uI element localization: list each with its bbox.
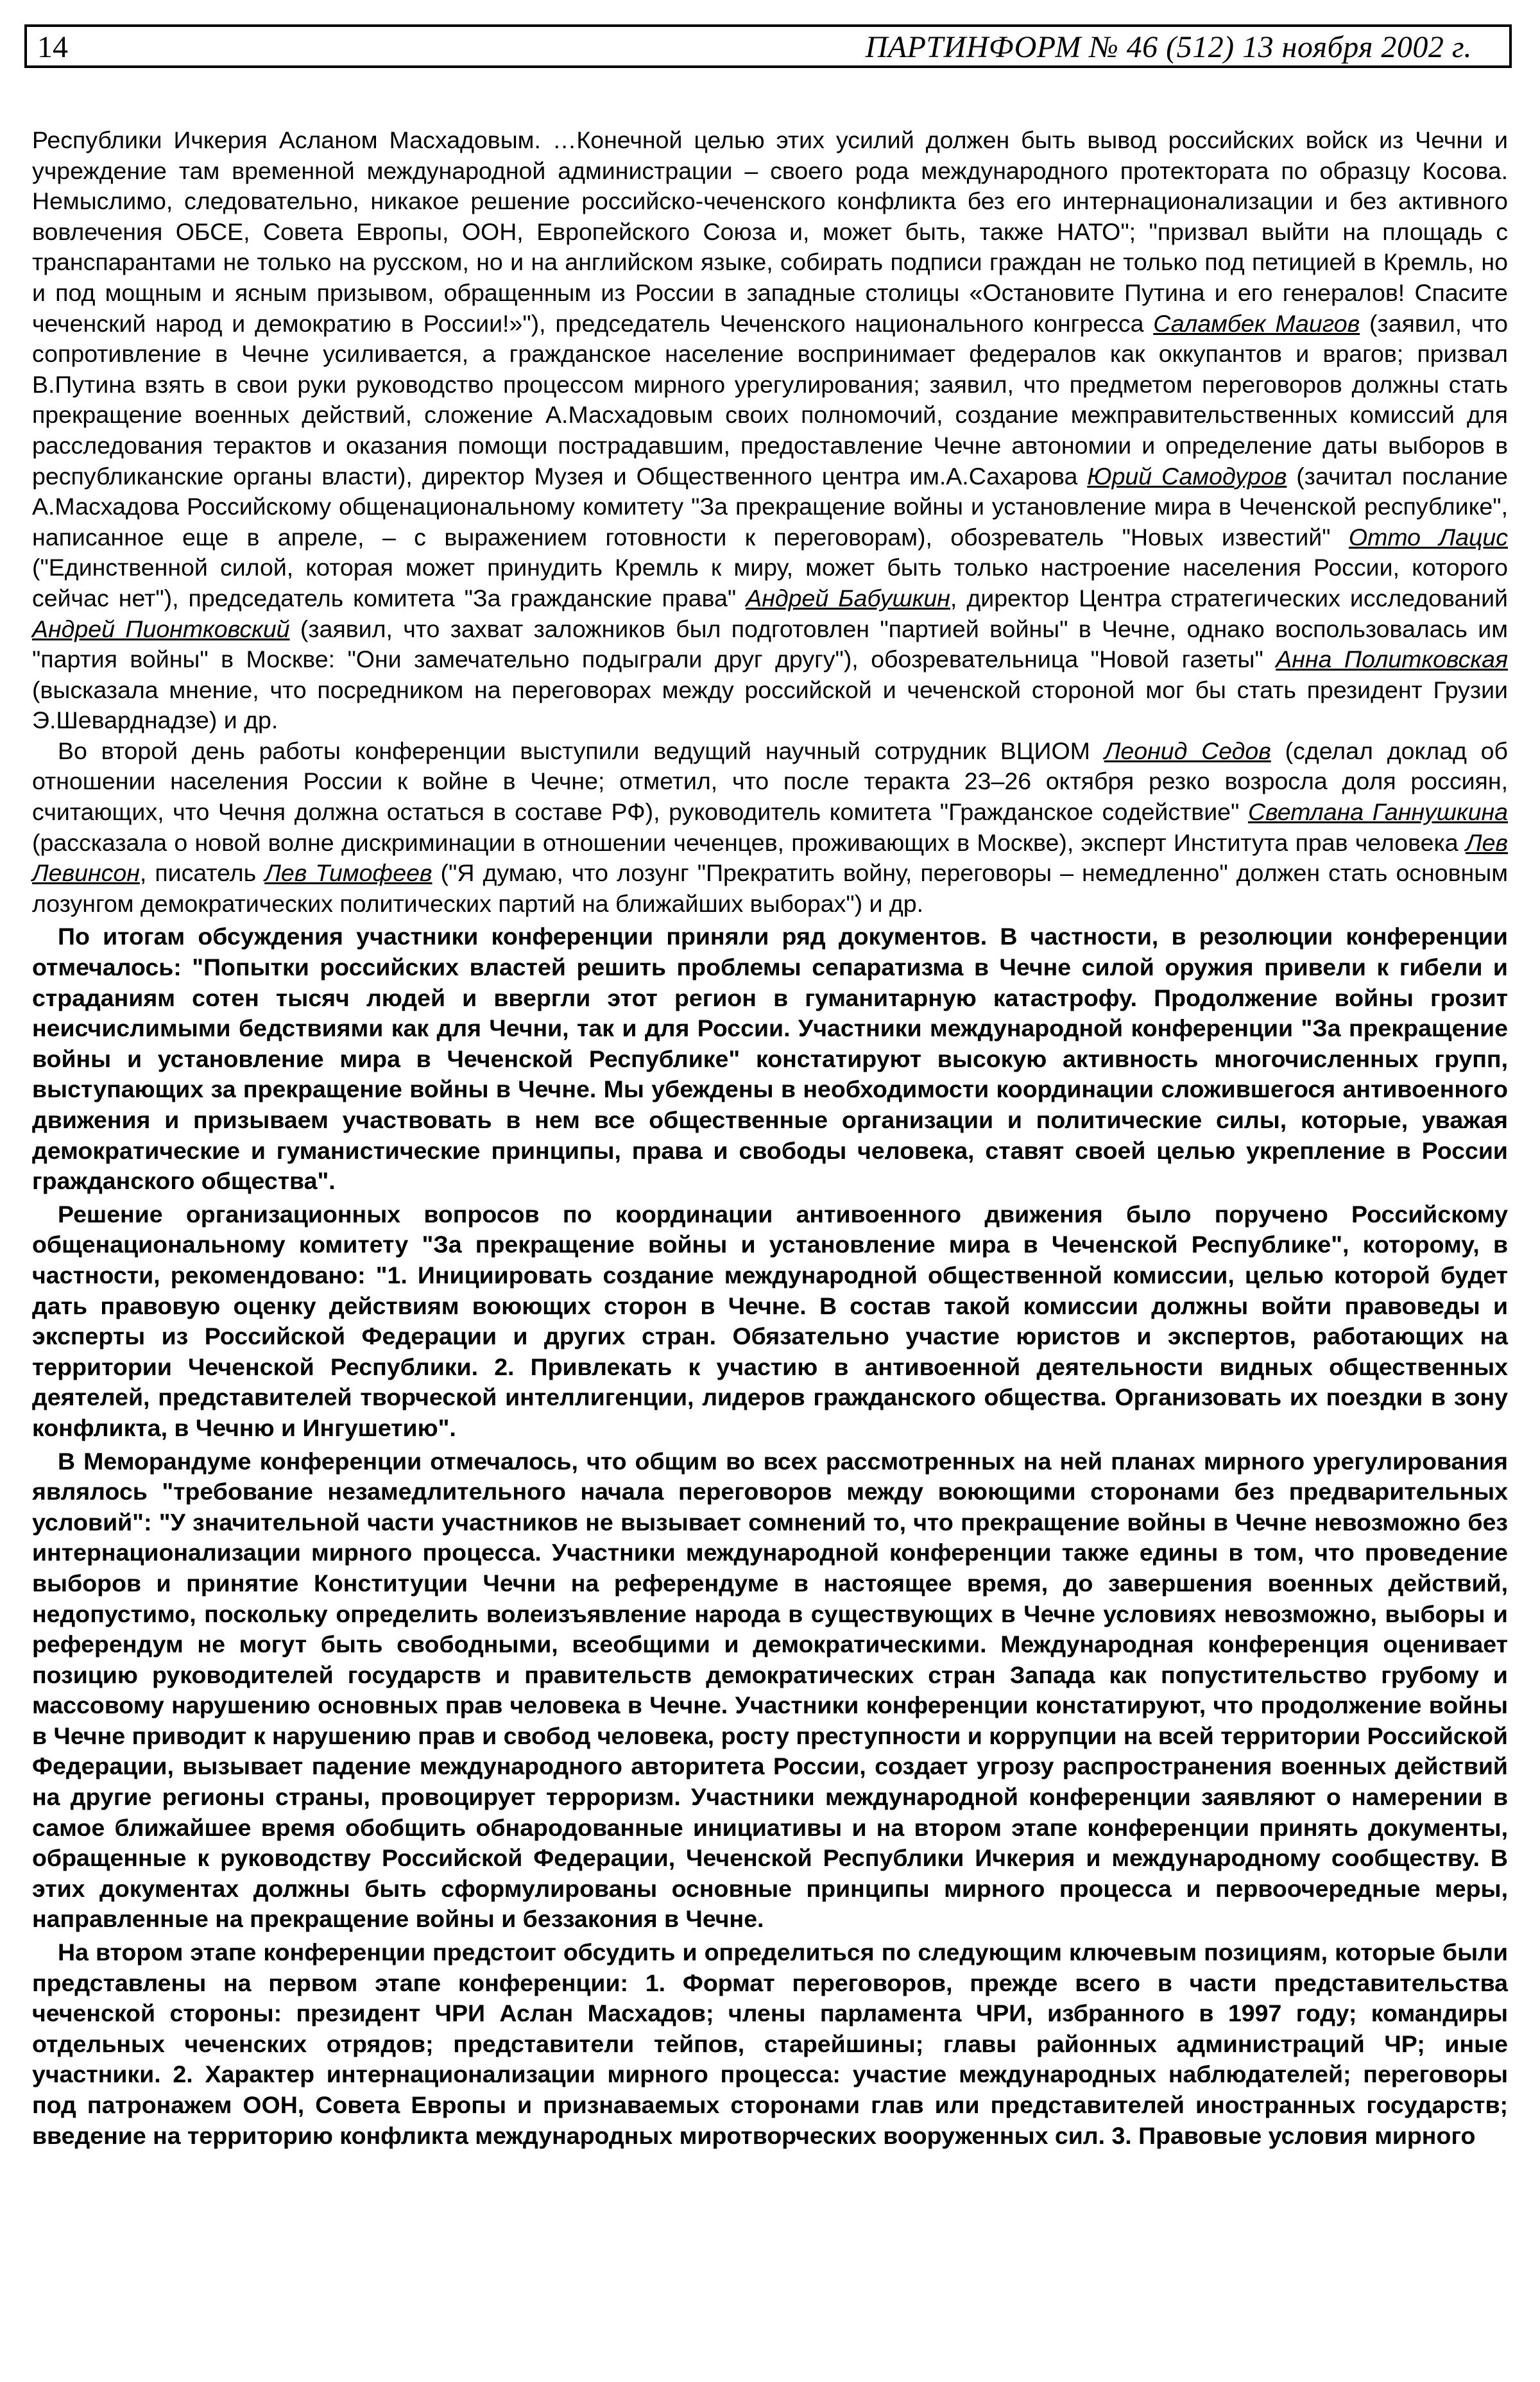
person-name: Саламбек Маигов	[1153, 309, 1360, 337]
paragraph-second-stage: На втором этапе конференции предстоит обсудить и определиться по следующим ключевым позициям, которые были представлены на первом этапе конференции: 1. Формат переговоров, прежде всего в части представительства чеченской стороны: президент ЧРИ Аслан Масхадов; члены парламента ЧРИ, избранного в 1997 году; командиры отдельных чеченских отрядов; представители тейпов, старейшины; главы районных администраций ЧР; иные участники. 2. Характер интернационализации мирного процесса: участие международных наблюдателей; переговоры под патронажем ООН, Совета Европы и признаваемых сторонами глав или представителей иностранных государств; введение на территорию конфликта международных миротворческих вооруженных сил. 3. Правовые условия мирного	[32, 1939, 1508, 2149]
text-run: (заявил, что сопротивление в Чечне усиливается, а гражданское население воспринимает федералов как оккупантов и врагов; призвал В.Путина взять в свои руки руководство процессом мирного урегулирования; заявил, что предметом переговоров должны стать прекращение военных действий, сложение А.Масхадовым своих полномочий, создание межправительственных комиссий для расследования терактов и оказания помощи пострадавшим, предоставление Чечне автономии и определение даты выборов в республиканские органы власти), директор Музея и Общественного центра им.А.Сахарова	[32, 309, 1508, 490]
person-name: Андрей Бабушкин	[746, 584, 950, 612]
text-run: ("Единственной силой, которая может принудить Кремль к миру, может быть только настроение населения России, которого сейчас нет"), председатель комитета "За гражданские права"	[32, 554, 1508, 612]
page-number: 14	[37, 30, 68, 64]
person-name: Лев Левинсон	[32, 828, 1508, 887]
page-header	[24, 24, 1512, 68]
text-run: , писатель	[139, 859, 265, 887]
text-run: (сделал доклад об отношении населения России к войне в Чечне; отметил, что после теракта 23–26 октября резко возросла доля россиян, считающих, что Чечня должна остаться в составе РФ), руководитель комитета "Гражданское содействие"	[32, 737, 1509, 826]
person-name: Леонид Седов	[1104, 737, 1271, 764]
paragraph-memorandum: В Меморандуме конференции отмечалось, что общим во всех рассмотренных на ней планах мирного урегулирования являлось "требование незамедлительного начала переговоров между воюющими сторонами без предварительных условий": "У значительной части участников не вызывает сомнений то, что прекращение войны в Чечне невозможно без интернационализации мирного процесса. Участники международной конференции также едины в том, что проведение выборов и принятие Конституции Чечни на референдуме в настоящее время, до завершения военных действий, недопустимо, поскольку определить волеизъявление народа в существующих в Чечне условиях невозможно, выборы и референдум не могут быть свободными, всеобщими и демократическими. Международная конференция оценивает позицию руководителей государств и правительств демократических стран Запада как попустительство грубому и массовому нарушению основных прав человека в Чечне. Участники конференции констатируют, что продолжение войны в Чечне приводит к нарушению прав и свобод человека, росту преступности и коррупции на всей территории Российской Федерации, вызывает падение международного авторитета России, создает угрозу распространения военных действий на другие регионы страны, провоцирует терроризм. Участники международной конференции заявляют о намерении в самое ближайшее время обобщить обнародованные инициативы и на втором этапе конференции принять документы, обращенные к руководству Российской Федерации, Чеченской Республики Ичкерия и международному сообществу. В этих документах должны быть сформулированы основные принципы мирного процесса и первоочередные меры, направленные на прекращение войны и беззакония в Чечне.	[32, 1447, 1508, 1933]
paragraph-resolution: По итогам обсуждения участники конференции приняли ряд документов. В частности, в резолюции конференции отмечалось: "Попытки российских властей решить проблемы сепаратизма в Чечне силой оружия привели к гибели и страданиям сотен тысяч людей и ввергли этот регион в гуманитарную катастрофу. Продолжение войны грозит неисчислимыми бедствиями как для Чечни, так и для России. Участники международной конференции "За прекращение войны и установление мира в Чеченской Республике" констатируют высокую активность многочисленных групп, выступающих за прекращение войны в Чечне. Мы убеждены в необходимости координации сложившегося антивоенного движения и призываем участвовать в нем все общественные организации и политические силы, которые, уважая демократические и гуманистические принципы, права и свободы человека, ставят своей целью укрепление в России гражданского общества".	[32, 923, 1508, 1195]
person-name: Отто Лацис	[1348, 523, 1508, 551]
issue-title: ПАРТИНФОРМ № 46 (512) 13 ноября 2002 г.	[865, 30, 1472, 64]
person-name: Лев Тимофеев	[264, 859, 432, 887]
person-name: Светлана Ганнушкина	[1247, 798, 1508, 826]
text-run: Республики Ичкерия Асланом Масхадовым. …Конечной целью этих усилий должен быть вывод российских войск из Чечни и учреждение там временной международной администрации – своего рода международного протектората по образцу Косова. Немыслимо, следовательно, никакое решение российско-чеченского конфликта без его интернационализации и без активного вовлечения ОБСЕ, Совета Европы, ООН, Европейского Союза и, может быть, также НАТО"; "призвал выйти на площадь с транспарантами не только на русском, но и на английском языке, собирать подписи граждан не только под петицией в Кремль, но и под мощным и ясным призывом, обращенным из России в западные столицы «Остановите Путина и его генералов! Спасите чеченский народ и демократию в России!»"), председатель Чеченского национального конгресса	[32, 126, 1508, 337]
text-run: (зачитал послание А.Масхадова Российскому общенациональному комитету "За прекращение войны и установление мира в Чеченской республике", написанное еще в апреле, – с выражением готовности к переговорам), обозреватель "Новых известий"	[32, 462, 1509, 551]
text-run: (высказала мнение, что посредником на переговорах между российской и чеченской стороной мог бы стать президент Грузии Э.Шеварднадзе) и др.	[32, 676, 1508, 734]
text-run: (рассказала о новой волне дискриминации в отношении чеченцев, проживающих в Москве), эксперт Института прав человека	[32, 828, 1466, 856]
paragraph-organization: Решение организационных вопросов по координации антивоенного движения было поручено Российскому общенациональному комитету "За прекращение войны и установление мира в Чеченской Республике", которому, в частности, рекомендовано: "1. Инициировать создание международной общественной комиссии, целью которой будет дать правовую оценку действиям воюющих сторон в Чечне. В состав такой комиссии должны войти правоведы и эксперты из Российской Федерации и других стран. Обязательно участие юристов и экспертов, работающих на территории Чеченской Республики. 2. Привлекать к участию в антивоенной деятельности видных общественных деятелей, представителей творческой интеллигенции, лидеров гражданского общества. Организовать их поездки в зону конфликта, в Чечню и Ингушетию".	[32, 1200, 1508, 1441]
paragraph-speakers-day2	[32, 736, 1508, 920]
text-run: , директор Центра стратегических исследований	[950, 584, 1508, 612]
text-run: Во второй день работы конференции выступили ведущий научный сотрудник ВЦИОМ	[58, 737, 1104, 764]
text-run: ("Я думаю, что лозунг "Прекратить войну, переговоры – немедленно" должен стать основным лозунгом демократических политических партий на ближайших выборах") и др.	[32, 859, 1508, 917]
text-run: (заявил, что захват заложников был подготовлен "партией войны" в Чечне, однако воспользовалась им "партия войны" в Москве: "Они замечательно подыграли друг другу"), обозревательница "Новой газеты"	[32, 615, 1509, 673]
paragraph-speakers-day1	[32, 125, 1508, 736]
article-body	[32, 125, 1508, 2151]
person-name: Андрей Пионтковский	[32, 615, 290, 642]
person-name: Анна Политковская	[1276, 646, 1508, 673]
person-name: Юрий Самодуров	[1087, 462, 1287, 490]
